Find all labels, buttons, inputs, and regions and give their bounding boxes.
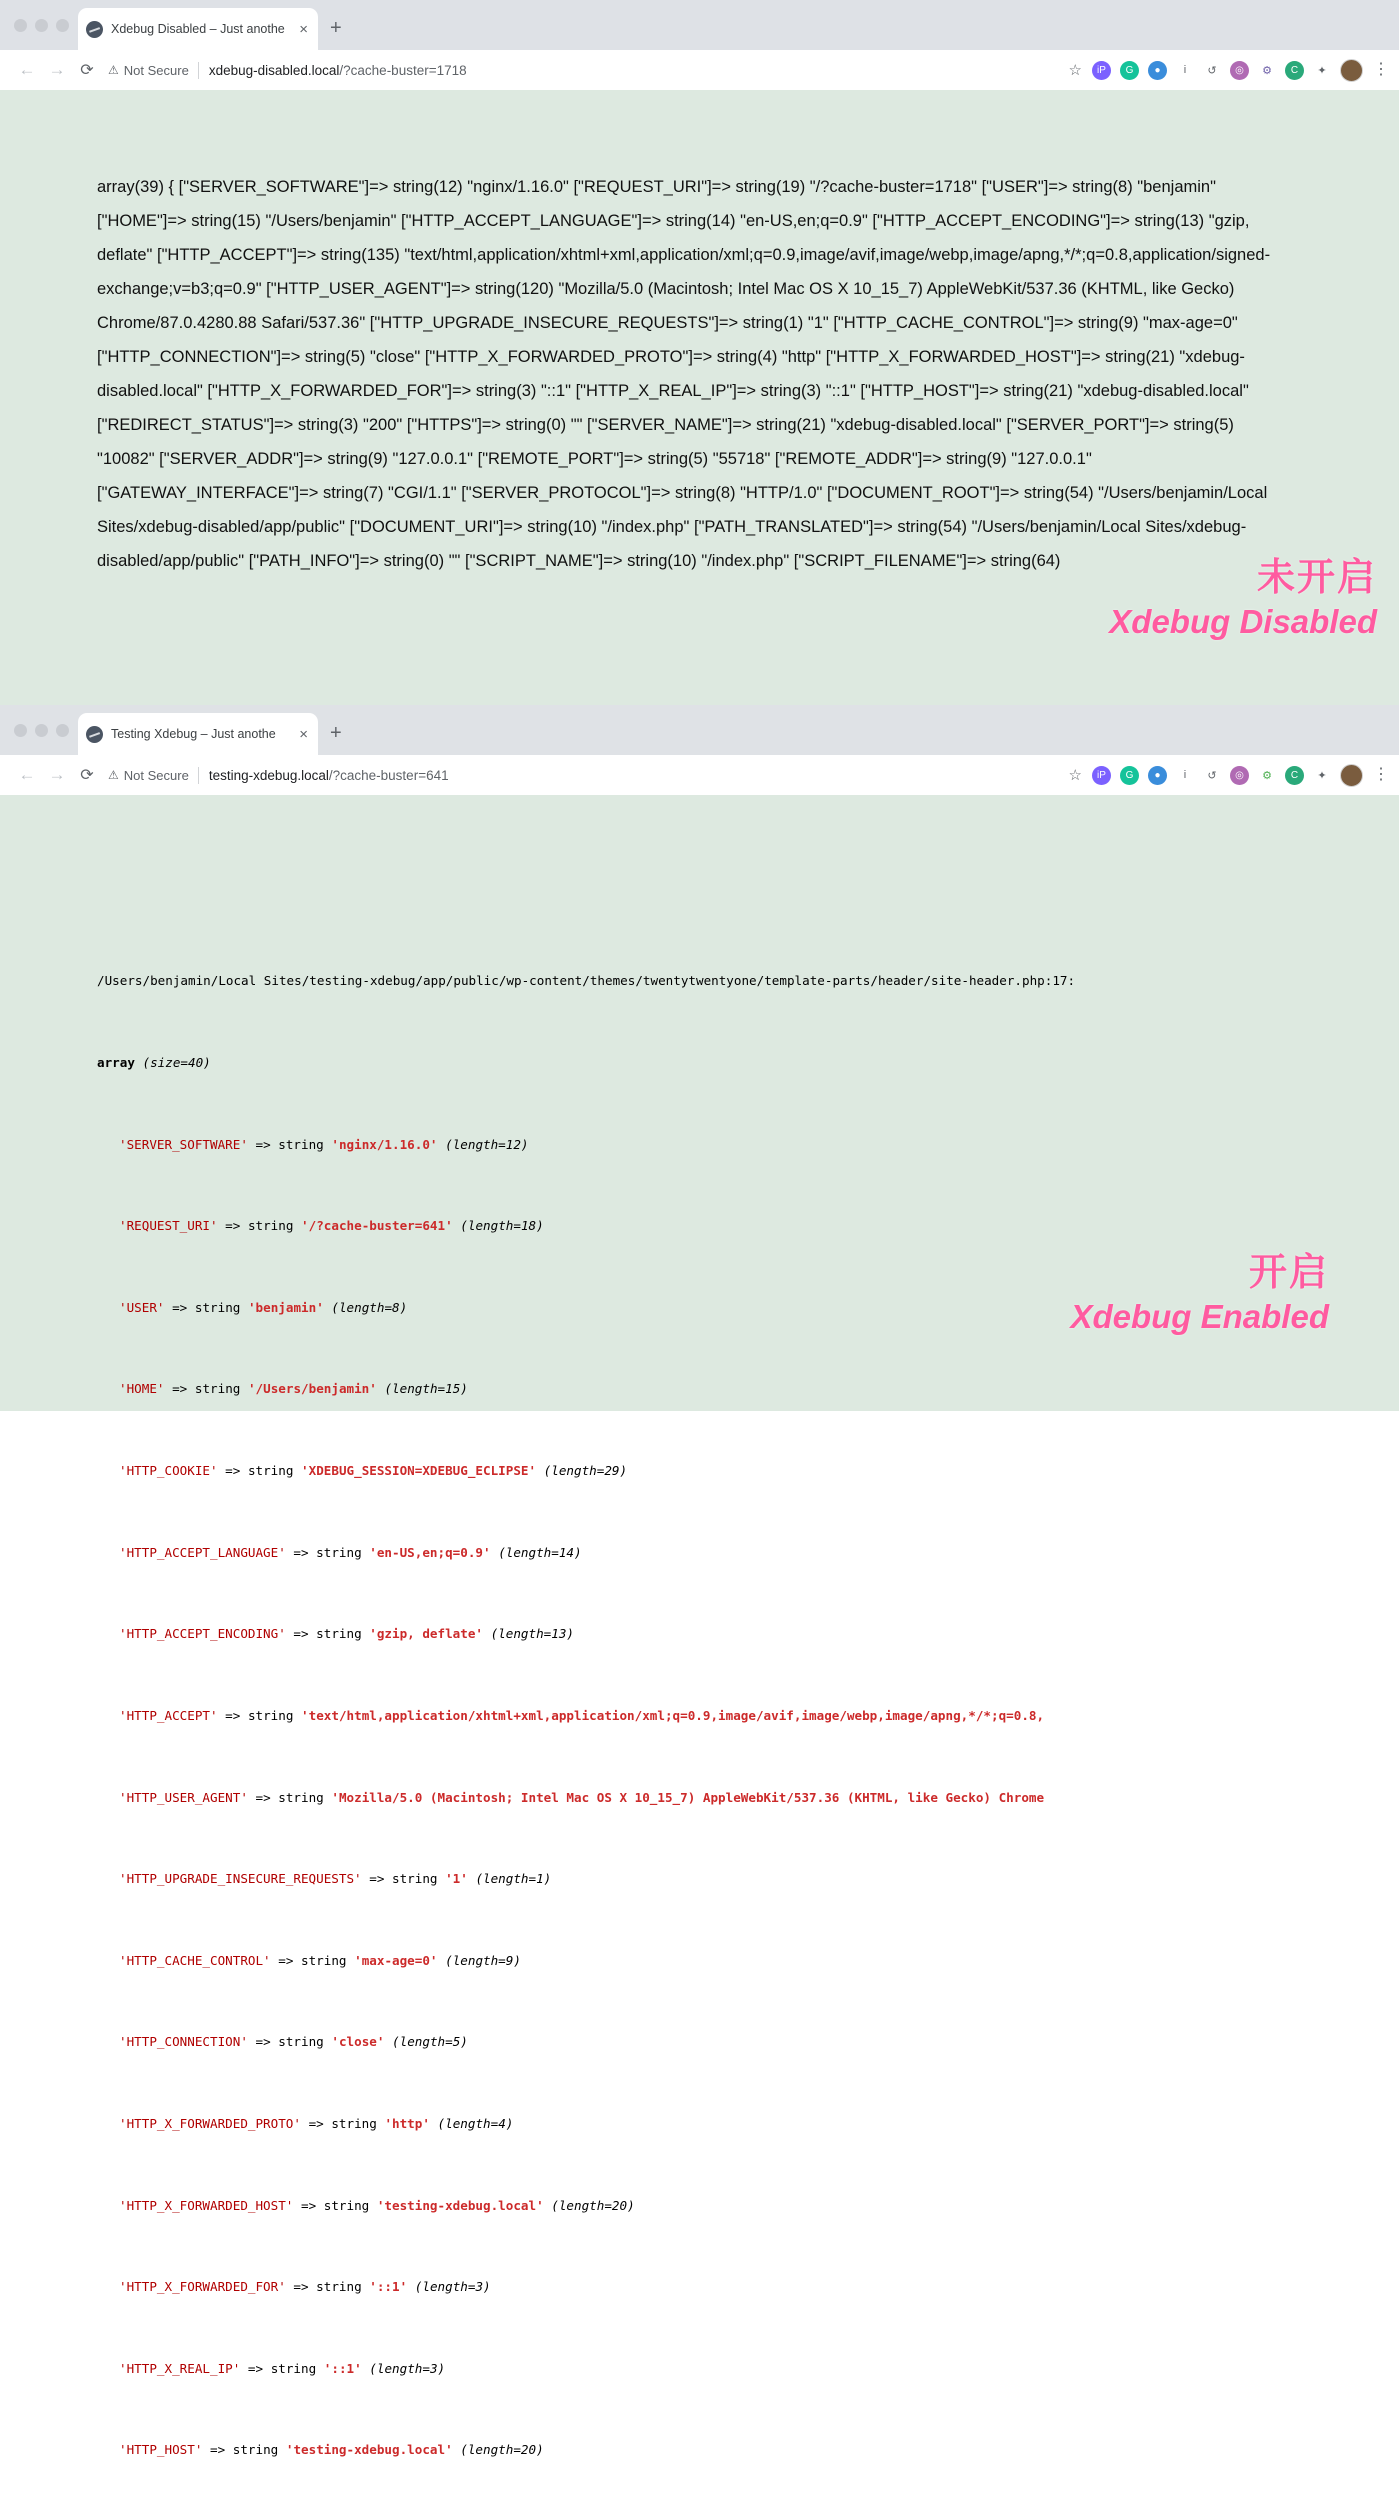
row-type: string	[323, 2197, 370, 2213]
xdebug-row	[97, 1702, 1387, 1729]
row-arrow: =>	[293, 1544, 309, 1560]
browser-tab[interactable]	[78, 8, 318, 50]
row-type: string	[278, 1789, 324, 1805]
row-type: string	[316, 1626, 362, 1642]
window-traffic-lights-2[interactable]	[14, 724, 69, 737]
history-extension-icon-2[interactable]: ↺	[1207, 769, 1217, 782]
bookmark-star-icon[interactable]: ☆	[1068, 62, 1082, 79]
minimize-window-button[interactable]	[35, 19, 48, 32]
row-key: 'HTTP_CACHE_CONTROL'	[119, 1952, 271, 1968]
row-length: (length=14)	[498, 1544, 582, 1560]
forward-button-2[interactable]: →	[48, 765, 66, 784]
row-type: string	[278, 1136, 324, 1152]
annotation-xdebug-disabled	[1109, 555, 1377, 643]
row-value: 'nginx/1.16.0'	[331, 1136, 438, 1152]
xdebug-row	[97, 2273, 1387, 2300]
row-value: 'en-US,en;q=0.9'	[369, 1544, 491, 1560]
row-type: string	[247, 1463, 294, 1479]
xdebug-row	[97, 1620, 1387, 1647]
page-content-xdebug-enabled	[0, 795, 1399, 2458]
row-value: '/?cache-buster=641'	[301, 1218, 453, 1234]
annotation-english-label: Xdebug Enabled	[1070, 1298, 1329, 1335]
row-type: string	[194, 1381, 241, 1397]
row-type: string	[270, 2360, 317, 2376]
row-arrow: =>	[278, 1952, 294, 1968]
browser-tab-2[interactable]	[78, 713, 318, 755]
close-window-button[interactable]	[14, 19, 27, 32]
row-key: 'HTTP_USER_AGENT'	[119, 1789, 248, 1805]
row-length: (length=9)	[445, 1952, 521, 1968]
xdebug-row	[97, 2028, 1387, 2055]
row-length: (length=4)	[437, 2115, 514, 2131]
xdebug-row	[97, 1375, 1387, 1402]
row-value: 'testing-xdebug.local'	[285, 2442, 453, 2458]
address-bar-2[interactable]	[108, 762, 1063, 788]
xdebug-file-line: /Users/benjamin/Local Sites/testing-xdebug/app/public/wp-content/themes/twentytwentyone/template-parts/header/site-header.php:17:	[97, 973, 1076, 989]
row-type: string	[247, 1218, 294, 1234]
browser-toolbar	[0, 50, 1399, 90]
row-value: 'text/html,application/xhtml+xml,application/xml;q=0.9,image/avif,image/webp,image/apng,*/*;q=0.8,	[301, 1707, 1045, 1723]
row-key: 'HTTP_HOST'	[119, 2442, 203, 2458]
row-value: 'Mozilla/5.0 (Macintosh; Intel Mac OS X 10_15_7) AppleWebKit/537.36 (KHTML, like Gecko) Chrome	[331, 1789, 1045, 1805]
row-arrow: =>	[210, 2442, 226, 2458]
url-path: /?cache-buster=1718	[339, 62, 467, 78]
row-key: 'HTTP_X_REAL_IP'	[119, 2360, 241, 2376]
row-key: 'HTTP_COOKIE'	[119, 1463, 218, 1479]
row-arrow: =>	[369, 1871, 385, 1887]
globe-extension-icon[interactable]: ●	[1148, 61, 1167, 80]
globe-icon	[86, 21, 103, 38]
row-value: 'max-age=0'	[354, 1952, 438, 1968]
history-extension-icon[interactable]: ↺	[1207, 64, 1217, 77]
row-value: 'XDEBUG_SESSION=XDEBUG_ECLIPSE'	[301, 1463, 537, 1479]
row-length: (length=5)	[392, 2034, 468, 2050]
xdebug-row	[97, 1865, 1387, 1892]
avatar-2[interactable]	[1340, 764, 1363, 787]
puzzle-extensions-icon-2[interactable]: ✦	[1317, 769, 1327, 782]
row-type: string	[392, 1871, 438, 1887]
reload-button[interactable]: ⟳	[80, 62, 94, 79]
extension-icons	[1092, 59, 1363, 82]
xdebug-row	[97, 1131, 1387, 1158]
pocket-icon-2[interactable]: iP	[1092, 766, 1111, 785]
row-length: (length=20)	[551, 2197, 635, 2213]
lastpass-icon-2[interactable]: C	[1285, 766, 1304, 785]
row-arrow: =>	[293, 2279, 309, 2295]
row-length: (length=1)	[475, 1871, 552, 1887]
row-key: 'HOME'	[119, 1381, 165, 1397]
reload-button-2[interactable]: ⟳	[80, 767, 94, 784]
browser-tab-strip-2	[0, 705, 1399, 755]
globe-extension-icon-2[interactable]: ●	[1148, 766, 1167, 785]
browser-tab-title-2: Testing Xdebug – Just anothe	[111, 727, 276, 741]
xdebug-row	[97, 2110, 1387, 2137]
avatar[interactable]	[1340, 59, 1363, 82]
row-type: string	[316, 2279, 362, 2295]
row-value: '/Users/benjamin'	[247, 1381, 377, 1397]
new-tab-button[interactable]: +	[330, 17, 342, 39]
puzzle-extensions-icon[interactable]: ✦	[1317, 64, 1327, 77]
new-tab-button-2[interactable]: +	[330, 722, 342, 744]
row-value: 'close'	[331, 2034, 385, 2050]
row-key: 'HTTP_UPGRADE_INSECURE_REQUESTS'	[119, 1871, 362, 1887]
row-value: '::1'	[369, 2279, 408, 2295]
row-value: 'http'	[384, 2115, 430, 2131]
row-arrow: =>	[255, 2034, 271, 2050]
window-traffic-lights[interactable]	[14, 19, 69, 32]
info-extension-icon[interactable]: i	[1183, 64, 1187, 76]
warning-icon: ⚠	[108, 63, 119, 77]
var-dump-output: array(39) { ["SERVER_SOFTWARE"]=> string(12) "nginx/1.16.0" ["REQUEST_URI"]=> string(19) "/?cache-buster=1718" ["USER"]=> string(8) "benjamin" ["HOME"]=> string(15) "/Users/benjamin" ["HTTP_ACCEPT_LANGUAGE"]=> string(14) "en-US,en;q=0.9" ["HTTP_ACCEPT_ENCODING"]=> string(13) "gzip, deflate" ["HTTP_ACCEPT"]=> string(135) "text/html,application/xhtml+xml,application/xml;q=0.9,image/avif,image/webp,image/apng,*/*;q=0.8,application/signed-exchange;v=b3;q=0.9" ["HTTP_USER_AGENT"]=> string(120) "Mozilla/5.0 (Macintosh; Intel Mac OS X 10_15_7) AppleWebKit/537.36 (KHTML, like Gecko) Chrome/87.0.4280.88 Safari/537.36" ["HTTP_UPGRADE_INSECURE_REQUESTS"]=> string(1) "1" ["HTTP_CACHE_CONTROL"]=> string(9) "max-age=0" ["HTTP_CONNECTION"]=> string(5) "close" ["HTTP_X_FORWARDED_PROTO"]=> string(4) "http" ["HTTP_X_FORWARDED_HOST"]=> string(21) "xdebug-disabled.local" ["HTTP_X_FORWARDED_FOR"]=> string(3) "::1" ["HTTP_X_REAL_IP"]=> string(3) "::1" ["HTTP_HOST"]=> string(21) "xdebug-disabled.local" ["REDIRECT_STATUS"]=> string(3) "200" ["HTTPS"]=> string(0) "" ["SERVER_NAME"]=> string(21) "xdebug-disabled.local" ["SERVER_PORT"]=> string(5) "10082" ["SERVER_ADDR"]=> string(9) "127.0.0.1" ["REMOTE_PORT"]=> string(5) "55718" ["REMOTE_ADDR"]=> string(9) "127.0.0.1" ["GATEWAY_INTERFACE"]=> string(7) "CGI/1.1" ["SERVER_PROTOCOL"]=> string(8) "HTTP/1.0" ["DOCUMENT_ROOT"]=> string(54) "/Users/benjamin/Local Sites/xdebug-disabled/app/public" ["DOCUMENT_URI"]=> string(10) "/index.php" ["PATH_TRANSLATED"]=> string(54) "/Users/benjamin/Local Sites/xdebug-disabled/app/public" ["PATH_INFO"]=> string(0) "" ["SCRIPT_NAME"]=> string(10) "/index.php" ["SCRIPT_FILENAME"]=> string(64)	[97, 178, 1272, 570]
xdebug-row	[97, 2192, 1387, 2219]
browser-window-xdebug-enabled	[0, 705, 1399, 2458]
row-length: (length=29)	[543, 1463, 628, 1479]
row-arrow: =>	[225, 1463, 241, 1479]
row-key: 'HTTP_X_FORWARDED_HOST'	[119, 2197, 294, 2213]
row-value: 'benjamin'	[247, 1299, 324, 1315]
colorzilla-icon-2[interactable]: ◎	[1230, 766, 1249, 785]
xdebug-row	[97, 1784, 1387, 1811]
omnibox-divider	[198, 62, 199, 79]
minimize-window-button-2[interactable]	[35, 724, 48, 737]
row-arrow: =>	[247, 2360, 264, 2376]
url-host-2: testing-xdebug.local	[208, 767, 329, 783]
row-type: string	[316, 1544, 362, 1560]
row-type: string	[194, 1299, 241, 1315]
annotation-xdebug-enabled	[1070, 1250, 1329, 1338]
row-key: 'REQUEST_URI'	[119, 1218, 218, 1234]
annotation-chinese-label: 未开启	[1256, 557, 1377, 599]
row-length: (length=18)	[460, 1218, 544, 1234]
row-value: '1'	[445, 1871, 468, 1887]
omnibox-divider-2	[198, 767, 199, 784]
row-type: string	[331, 2115, 377, 2131]
close-tab-button-2[interactable]: ×	[299, 725, 308, 743]
row-arrow: =>	[293, 1626, 309, 1642]
browser-menu-button[interactable]: ⋮	[1373, 61, 1389, 79]
row-type: string	[232, 2442, 279, 2458]
back-button[interactable]: ←	[18, 60, 36, 79]
browser-menu-button-2[interactable]: ⋮	[1373, 766, 1389, 784]
row-length: (length=8)	[331, 1299, 408, 1315]
row-arrow: =>	[172, 1381, 188, 1397]
row-key: 'USER'	[119, 1299, 165, 1315]
row-key: 'SERVER_SOFTWARE'	[119, 1136, 248, 1152]
bookmark-star-icon-2[interactable]: ☆	[1068, 767, 1082, 784]
forward-button[interactable]: →	[48, 60, 66, 79]
row-length: (length=20)	[460, 2442, 544, 2458]
xdebug-array-header	[97, 1049, 1387, 1076]
row-arrow: =>	[300, 2197, 317, 2213]
settings-extension-icon-2[interactable]: ⚙	[1262, 769, 1272, 782]
page-content-xdebug-disabled	[0, 90, 1399, 705]
row-length: (length=3)	[369, 2360, 446, 2376]
browser-window-xdebug-disabled	[0, 0, 1399, 705]
lastpass-icon[interactable]: C	[1285, 61, 1304, 80]
row-arrow: =>	[172, 1299, 188, 1315]
settings-extension-icon[interactable]: ⚙	[1262, 64, 1272, 77]
row-arrow: =>	[225, 1218, 241, 1234]
annotation-chinese-label: 开启	[1248, 1252, 1329, 1294]
xdebug-row	[97, 1947, 1387, 1974]
xdebug-var-dump-output	[97, 913, 1387, 2518]
colorzilla-icon[interactable]: ◎	[1230, 61, 1249, 80]
pocket-icon[interactable]: iP	[1092, 61, 1111, 80]
row-length: (length=3)	[414, 2279, 491, 2295]
browser-tab-strip	[0, 0, 1399, 50]
row-length: (length=13)	[490, 1626, 574, 1642]
extension-icons-2	[1092, 764, 1363, 787]
maximize-window-button[interactable]	[56, 19, 69, 32]
grammarly-icon-2[interactable]: G	[1120, 766, 1139, 785]
warning-icon-2: ⚠	[108, 768, 119, 782]
row-key: 'HTTP_ACCEPT_LANGUAGE'	[119, 1544, 286, 1560]
back-button-2[interactable]: ←	[18, 765, 36, 784]
address-bar[interactable]	[108, 57, 1063, 83]
security-status-label-2[interactable]: Not Secure	[123, 767, 189, 783]
maximize-window-button-2[interactable]	[56, 724, 69, 737]
xdebug-row	[97, 2355, 1387, 2382]
array-keyword: array	[97, 1055, 135, 1071]
row-key: 'HTTP_CONNECTION'	[119, 2034, 248, 2050]
row-arrow: =>	[255, 1789, 271, 1805]
grammarly-icon[interactable]: G	[1120, 61, 1139, 80]
row-arrow: =>	[308, 2115, 324, 2131]
row-length: (length=15)	[384, 1381, 468, 1397]
row-arrow: =>	[225, 1707, 241, 1723]
info-extension-icon-2[interactable]: i	[1183, 769, 1187, 781]
browser-tab-title: Xdebug Disabled – Just anothe	[111, 22, 285, 36]
xdebug-row	[97, 2436, 1387, 2463]
row-key: 'HTTP_X_FORWARDED_FOR'	[119, 2279, 286, 2295]
security-status-label[interactable]: Not Secure	[123, 62, 189, 78]
row-arrow: =>	[255, 1136, 271, 1152]
close-tab-button[interactable]: ×	[299, 20, 308, 38]
xdebug-row	[97, 1212, 1387, 1239]
row-type: string	[301, 1952, 347, 1968]
url-path-2: /?cache-buster=641	[328, 767, 449, 783]
array-size: (size=40)	[142, 1055, 211, 1071]
xdebug-row	[97, 1539, 1387, 1566]
row-value: 'gzip, deflate'	[369, 1626, 483, 1642]
browser-toolbar-2	[0, 755, 1399, 795]
annotation-english-label: Xdebug Disabled	[1109, 603, 1377, 640]
url-host: xdebug-disabled.local	[208, 62, 340, 78]
xdebug-row	[97, 1457, 1387, 1484]
row-length: (length=12)	[445, 1136, 529, 1152]
row-key: 'HTTP_X_FORWARDED_PROTO'	[119, 2115, 301, 2131]
row-type: string	[247, 1707, 294, 1723]
globe-icon-2	[86, 726, 103, 743]
row-value: 'testing-xdebug.local'	[376, 2197, 544, 2213]
close-window-button-2[interactable]	[14, 724, 27, 737]
row-type: string	[278, 2034, 324, 2050]
row-key: 'HTTP_ACCEPT'	[119, 1707, 218, 1723]
row-key: 'HTTP_ACCEPT_ENCODING'	[119, 1626, 286, 1642]
row-value: '::1'	[323, 2360, 362, 2376]
